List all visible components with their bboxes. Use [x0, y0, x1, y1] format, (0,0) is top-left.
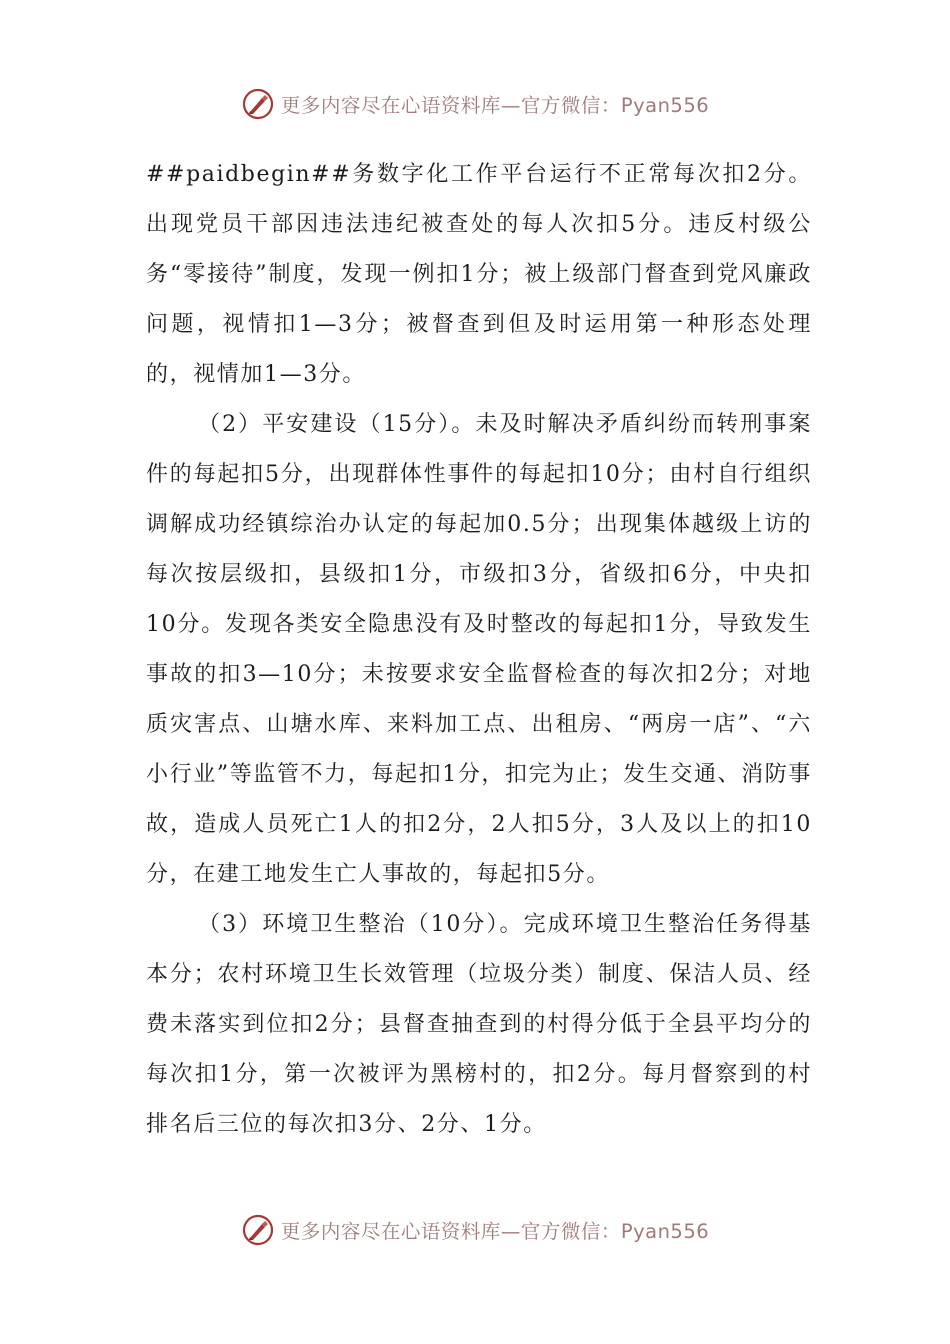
paragraph-1: ##paidbegin##务数字化工作平台运行不正常每次扣2分。出现党员干部因违法违纪被查处的每人次扣5分。违反村级公务“零接待”制度，发现一例扣1分；被上级部门督查到党风廉政问题，视情扣1—3分；被督查到但及时运用第一种形态处理的，视情加1—3分。: [146, 162, 812, 387]
paragraph-3: （3）环境卫生整治（10分）。完成环境卫生整治任务得基本分；农村环境卫生长效管理（垃圾分类）制度、保洁人员、经费未落实到位扣2分；县督查抽查到的村得分低于全县平均分的每次扣1分，第一次被评为黑榜村的，扣2分。每月督察到的村排名后三位的每次扣3分、2分、1分。: [146, 912, 812, 1137]
pen-seal-logo-icon: [241, 87, 275, 121]
header-watermark: [0, 82, 950, 126]
paragraph-2: （2）平安建设（15分）。未及时解决矛盾纠纷而转刑事案件的每起扣5分，出现群体性事件的每起扣10分；由村自行组织调解成功经镇综治办认定的每起加0.5分；出现集体越级上访的每次按层级扣，县级扣1分，市级扣3分，省级扣6分，中央扣10分。发现各类安全隐患没有及时整改的每起扣1分，导致发生事故的扣3—10分；未按要求安全监督检查的每次扣2分；对地质灾害点、山塘水库、来料加工点、出租房、“两房一店”、“六小行业”等监管不力，每起扣1分，扣完为止；发生交通、消防事故，造成人员死亡1人的扣2分，2人扣5分，3人及以上的扣10分，在建工地发生亡人事故的，每起扣5分。: [146, 412, 812, 887]
watermark-text: 更多内容尽在心语资料库—官方微信：Pyan556: [280, 94, 710, 117]
footer-watermark: [0, 1208, 950, 1252]
watermark-text: 更多内容尽在心语资料库—官方微信：Pyan556: [280, 1220, 710, 1243]
document-body: [146, 150, 812, 1150]
pen-seal-logo-icon: [241, 1213, 275, 1247]
